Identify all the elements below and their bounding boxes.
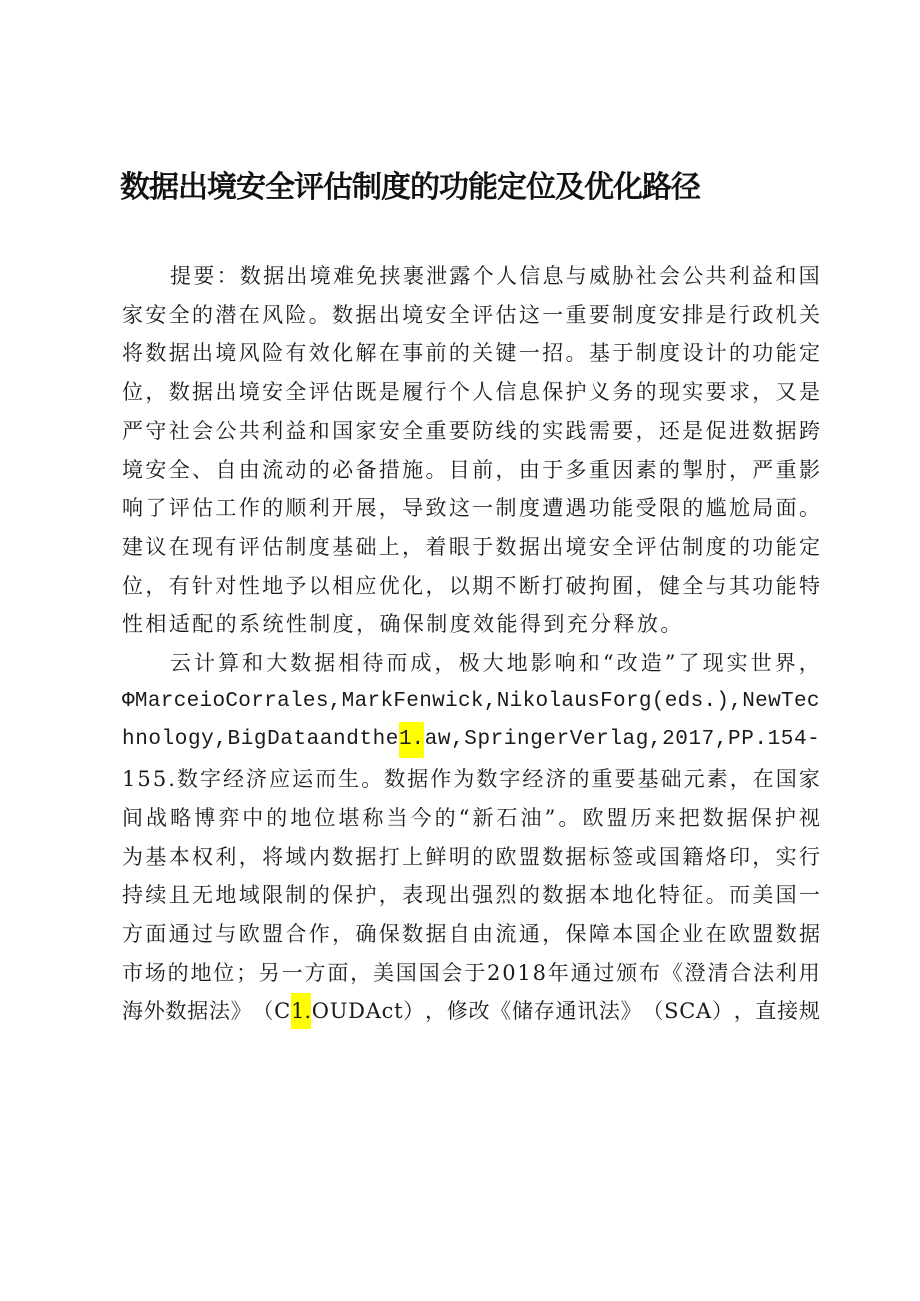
text-line: 家 安 全 的 潜 在 风 险 。 数 据 出 境 安 全 评 估 这 一 重 要 制 度 安 排 是 行 政 机 关: [122, 302, 820, 327]
highlighted-text: 1.: [399, 722, 424, 758]
text-line: 提 要 ： 数 据 出 境 难 免 挟 裹 泄 露 个 人 信 息 与 威 胁 社 会 公 共 利 益 和 国: [170, 264, 820, 288]
text-line: 响 了 评 估 工 作 的 顺 利 开 展 ， 导 致 这 一 制 度 遭 遇 功 能 受 限 的 尴 尬 局 面 。: [122, 496, 820, 521]
text-line: 云 计 算 和 大 数 据 相 待 而 成 ， 极 大 地 影 响 和 “ 改 造 ” 了 现 实 世 界 ，: [170, 651, 820, 675]
text-line: 间 战 略 博 弈 中 的 地 位 堪 称 当 今 的 “ 新 石 油 ” 。 欧 盟 历 来 把 数 据 保 护 视: [122, 805, 820, 830]
text-line: 持 续 且 无 地 域 限 制 的 保 护 ， 表 现 出 强 烈 的 数 据 本 地 化 特 征 。 而 美 国 一: [122, 883, 820, 908]
text-line: 方 面 通 过 与 欧 盟 合 作 ， 确 保 数 据 自 由 流 通 ， 保 障 本 国 企 业 在 欧 盟 数 据: [122, 921, 820, 946]
text-line: 将 数 据 出 境 风 险 有 效 化 解 在 事 前 的 关 键 一 招 。 基 于 制 度 设 计 的 功 能 定: [122, 341, 820, 366]
text-line: 海 外 数 据 法 》 （ C 1. O U D A c t ） ， 修 改 《 储 存 通 讯 法 》 （ S C A ） ， 直 接 规: [122, 993, 820, 1029]
text-line: 市 场 的 地 位 ； 另 一 方 面 ， 美 国 国 会 于 2 0 1 8 年 通 过 颁 布 《 澄 清 合 法 利 用: [122, 960, 820, 985]
text-line: 1 5 5 . 数 字 经 济 应 运 而 生 。 数 据 作 为 数 字 经 济 的 重 要 基 础 元 素 ， 在 国 家: [122, 767, 820, 792]
document-title: 数据出境安全评估制度的功能定位及优化路径: [120, 170, 700, 205]
text-line: 境 安 全 、 自 由 流 动 的 必 备 措 施 。 目 前 ， 由 于 多 重 因 素 的 掣 肘 ， 严 重 影: [122, 457, 820, 482]
text-line: 建 议 在 现 有 评 估 制 度 基 础 上 ， 着 眼 于 数 据 出 境 安 全 评 估 制 度 的 功 能 定: [122, 534, 820, 559]
text-line: 严 守 社 会 公 共 利 益 和 国 家 安 全 重 要 防 线 的 实 践 需 要 ， 还 是 促 进 数 据 跨: [122, 418, 820, 443]
text-line: 位 ， 数 据 出 境 安 全 评 估 既 是 履 行 个 人 信 息 保 护 义 务 的 现 实 要 求 ， 又 是: [122, 380, 820, 405]
text-line: h n o l o g y , B i g D a t a a n d t h e 1. a w , S p r i n g e r V e r l a g , 2 0 1 7 , P P . 1 5 4 -: [122, 722, 820, 758]
text-line: Φ M a r c e i o C o r r a l e s , M a r k F e n w i c k , N i k o l a u s F o r g ( e d s . ) , N e w T e c: [122, 689, 820, 713]
text-line: 为 基 本 权 利 ， 将 域 内 数 据 打 上 鲜 明 的 欧 盟 数 据 标 签 或 国 籍 烙 印 ， 实 行: [122, 844, 820, 869]
highlighted-text: 1.: [291, 993, 311, 1029]
text-line: 位 ， 有 针 对 性 地 予 以 相 应 优 化 ， 以 期 不 断 打 破 拘 囿 ， 健 全 与 其 功 能 特: [122, 573, 820, 598]
text-line: 性 相 适 配 的 系 统 性 制 度 ， 确 保 制 度 效 能 得 到 充 分 释 放 。: [122, 612, 684, 637]
